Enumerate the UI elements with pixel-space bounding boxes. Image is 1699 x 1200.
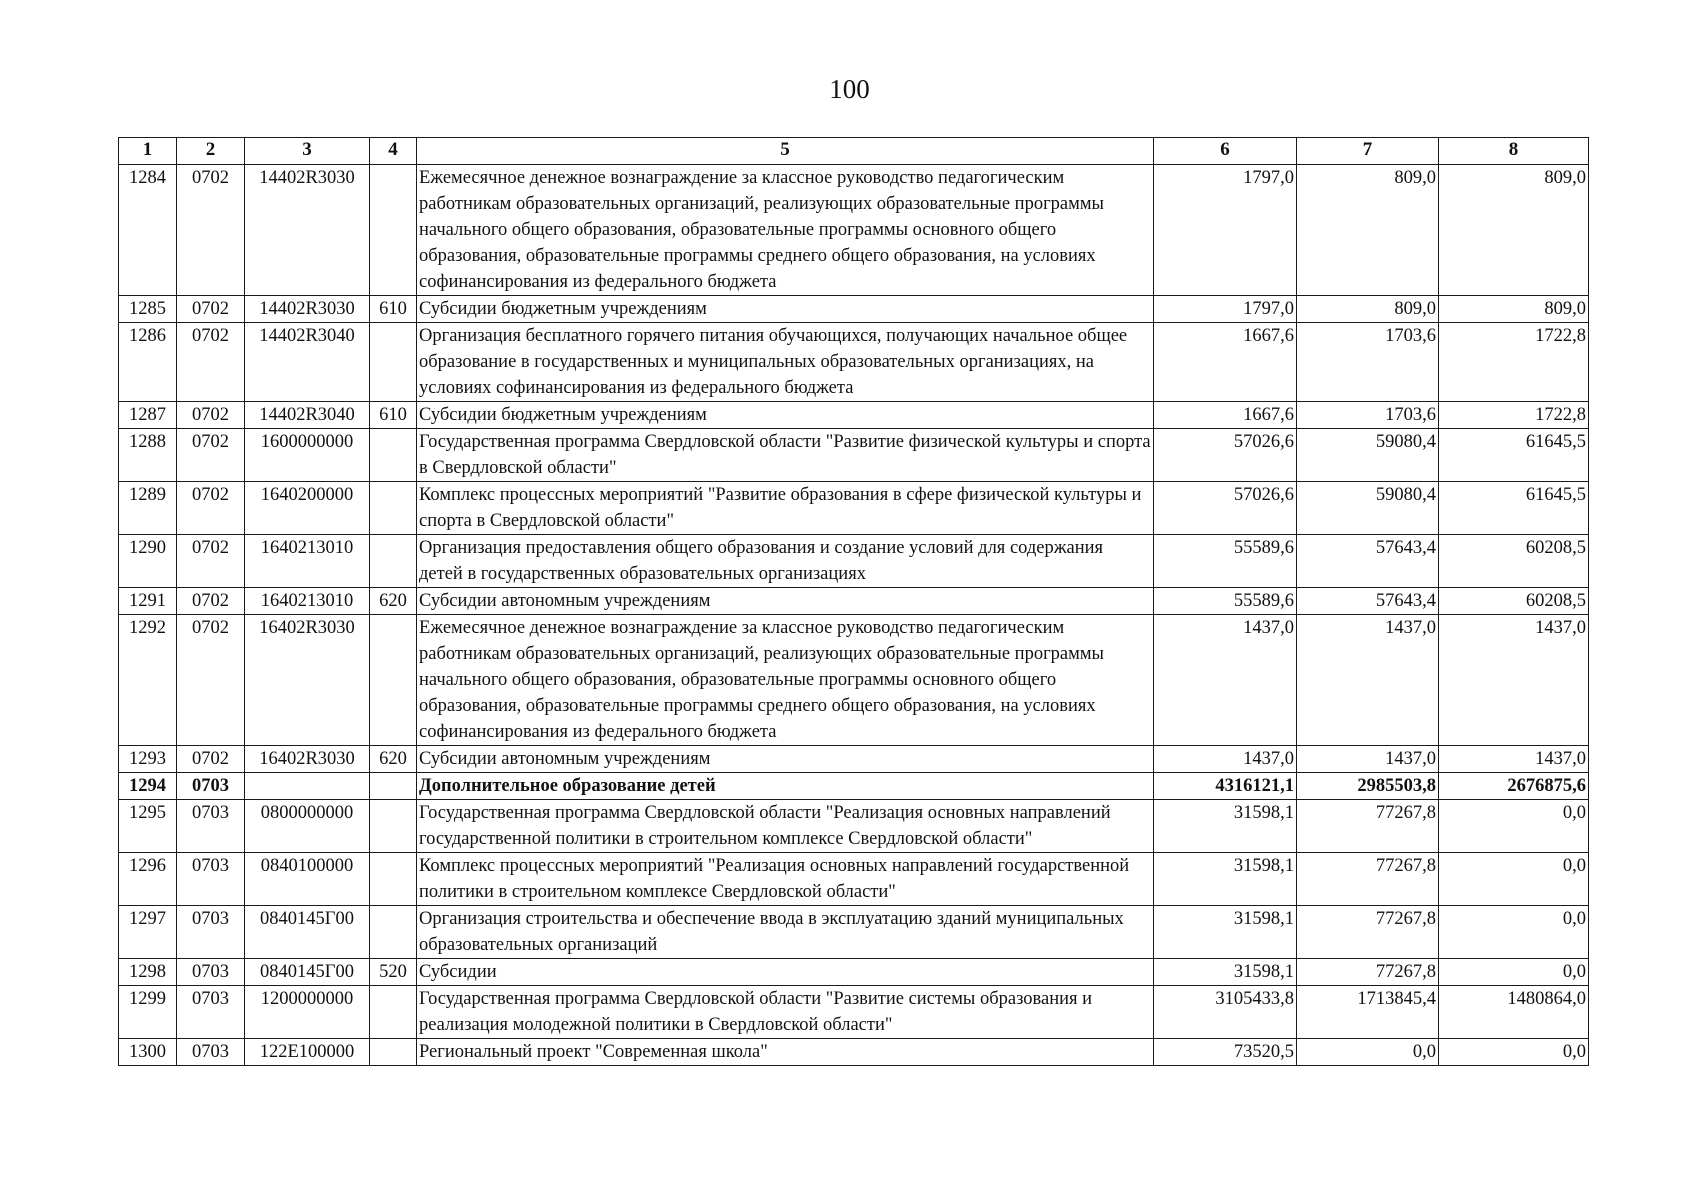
table-row [119,986,1589,1039]
section-code-cell: 0702 [177,323,245,402]
expense-type-cell [370,165,417,296]
amount-col8-cell: 809,0 [1439,165,1589,296]
target-article-cell: 122Е100000 [245,1039,370,1066]
section-code-cell: 0703 [177,853,245,906]
table-row [119,482,1589,535]
amount-col6-cell: 57026,6 [1154,482,1297,535]
item-name-cell: Субсидии автономным учреждениям [417,588,1154,615]
section-code-cell: 0703 [177,1039,245,1066]
section-code-cell: 0702 [177,482,245,535]
amount-col8-cell: 1722,8 [1439,323,1589,402]
table-row [119,853,1589,906]
target-article-cell: 16402R3030 [245,615,370,746]
amount-col6-cell: 57026,6 [1154,429,1297,482]
target-article-cell: 14402R3040 [245,323,370,402]
amount-col6-cell: 31598,1 [1154,800,1297,853]
item-name-cell: Комплекс процессных мероприятий "Развитие образования в сфере физической культуры и спорта в Свердловской области" [417,482,1154,535]
section-code-cell: 0703 [177,959,245,986]
expense-type-cell [370,482,417,535]
amount-col8-cell: 61645,5 [1439,429,1589,482]
table-row [119,746,1589,773]
budget-table [118,137,1589,1066]
amount-col6-cell: 4316121,1 [1154,773,1297,800]
table-row [119,535,1589,588]
row-number-cell: 1290 [119,535,177,588]
row-number-cell: 1294 [119,773,177,800]
amount-col7-cell: 0,0 [1297,1039,1439,1066]
target-article-cell: 1200000000 [245,986,370,1039]
row-number-cell: 1289 [119,482,177,535]
amount-col7-cell: 809,0 [1297,165,1439,296]
header-row [119,138,1589,165]
expense-type-cell [370,535,417,588]
item-name-cell: Региональный проект "Современная школа" [417,1039,1154,1066]
amount-col7-cell: 59080,4 [1297,429,1439,482]
expense-type-cell [370,853,417,906]
row-number-cell: 1297 [119,906,177,959]
amount-col8-cell: 60208,5 [1439,588,1589,615]
table-row [119,165,1589,296]
expense-type-cell: 620 [370,588,417,615]
target-article-cell: 0840145Г00 [245,959,370,986]
expense-type-cell: 520 [370,959,417,986]
target-article-cell [245,773,370,800]
header-col-8: 8 [1439,138,1589,165]
item-name-cell: Ежемесячное денежное вознаграждение за классное руководство педагогическим работникам образовательных организаций, реализующих образовательные программы начального общего образования, образовательные программы основного общего образования, образовательные программы среднего общего образования, на условиях софинансирования из федерального бюджета [417,165,1154,296]
amount-col6-cell: 1437,0 [1154,615,1297,746]
item-name-cell: Государственная программа Свердловской области "Развитие системы образования и реализация молодежной политики в Свердловской области" [417,986,1154,1039]
section-code-cell: 0702 [177,535,245,588]
section-code-cell: 0703 [177,773,245,800]
item-name-cell: Организация строительства и обеспечение ввода в эксплуатацию зданий муниципальных образовательных организаций [417,906,1154,959]
row-number-cell: 1293 [119,746,177,773]
header-col-5: 5 [417,138,1154,165]
amount-col7-cell: 77267,8 [1297,906,1439,959]
expense-type-cell: 610 [370,296,417,323]
target-article-cell: 0840145Г00 [245,906,370,959]
row-number-cell: 1295 [119,800,177,853]
table-row [119,1039,1589,1066]
amount-col7-cell: 2985503,8 [1297,773,1439,800]
section-code-cell: 0702 [177,588,245,615]
section-code-cell: 0703 [177,986,245,1039]
item-name-cell: Организация бесплатного горячего питания обучающихся, получающих начальное общее образование в государственных и муниципальных образовательных организациях, на условиях софинансирования из федерального бюджета [417,323,1154,402]
header-col-2: 2 [177,138,245,165]
target-article-cell: 0800000000 [245,800,370,853]
amount-col8-cell: 0,0 [1439,800,1589,853]
expense-type-cell [370,773,417,800]
expense-type-cell: 610 [370,402,417,429]
amount-col7-cell: 77267,8 [1297,800,1439,853]
section-code-cell: 0702 [177,615,245,746]
header-col-4: 4 [370,138,417,165]
amount-col8-cell: 2676875,6 [1439,773,1589,800]
amount-col8-cell: 809,0 [1439,296,1589,323]
section-code-cell: 0702 [177,165,245,296]
target-article-cell: 1640213010 [245,535,370,588]
amount-col7-cell: 77267,8 [1297,853,1439,906]
section-code-cell: 0703 [177,906,245,959]
table-row [119,800,1589,853]
header-col-3: 3 [245,138,370,165]
row-number-cell: 1288 [119,429,177,482]
target-article-cell: 1640213010 [245,588,370,615]
table-row [119,323,1589,402]
row-number-cell: 1296 [119,853,177,906]
target-article-cell: 14402R3030 [245,165,370,296]
table-row [119,402,1589,429]
target-article-cell: 16402R3030 [245,746,370,773]
amount-col8-cell: 61645,5 [1439,482,1589,535]
amount-col7-cell: 1703,6 [1297,323,1439,402]
row-number-cell: 1292 [119,615,177,746]
amount-col8-cell: 60208,5 [1439,535,1589,588]
section-code-cell: 0702 [177,429,245,482]
target-article-cell: 0840100000 [245,853,370,906]
amount-col7-cell: 77267,8 [1297,959,1439,986]
amount-col8-cell: 1437,0 [1439,615,1589,746]
amount-col8-cell: 1480864,0 [1439,986,1589,1039]
amount-col7-cell: 59080,4 [1297,482,1439,535]
amount-col6-cell: 55589,6 [1154,535,1297,588]
amount-col8-cell: 0,0 [1439,1039,1589,1066]
row-number-cell: 1287 [119,402,177,429]
expense-type-cell [370,906,417,959]
header-col-6: 6 [1154,138,1297,165]
expense-type-cell [370,429,417,482]
table-row [119,773,1589,800]
item-name-cell: Дополнительное образование детей [417,773,1154,800]
table-row [119,615,1589,746]
row-number-cell: 1284 [119,165,177,296]
item-name-cell: Субсидии автономным учреждениям [417,746,1154,773]
amount-col8-cell: 0,0 [1439,906,1589,959]
row-number-cell: 1285 [119,296,177,323]
table-row [119,588,1589,615]
amount-col7-cell: 57643,4 [1297,535,1439,588]
amount-col6-cell: 3105433,8 [1154,986,1297,1039]
amount-col8-cell: 0,0 [1439,853,1589,906]
item-name-cell: Организация предоставления общего образования и создание условий для содержания детей в государственных образовательных организациях [417,535,1154,588]
section-code-cell: 0702 [177,746,245,773]
amount-col6-cell: 1667,6 [1154,402,1297,429]
amount-col6-cell: 1797,0 [1154,165,1297,296]
table-body [119,165,1589,1066]
table-row [119,296,1589,323]
table-row [119,959,1589,986]
item-name-cell: Субсидии [417,959,1154,986]
expense-type-cell [370,323,417,402]
target-article-cell: 14402R3040 [245,402,370,429]
row-number-cell: 1298 [119,959,177,986]
row-number-cell: 1299 [119,986,177,1039]
expense-type-cell [370,800,417,853]
section-code-cell: 0703 [177,800,245,853]
item-name-cell: Комплекс процессных мероприятий "Реализация основных направлений государственной политики в строительном комплексе Свердловской области" [417,853,1154,906]
row-number-cell: 1291 [119,588,177,615]
item-name-cell: Ежемесячное денежное вознаграждение за классное руководство педагогическим работникам образовательных организаций, реализующих образовательные программы начального общего образования, образовательные программы основного общего образования, образовательные программы среднего общего образования, на условиях софинансирования из федерального бюджета [417,615,1154,746]
row-number-cell: 1300 [119,1039,177,1066]
table-row [119,429,1589,482]
page-number: 100 [829,74,870,104]
amount-col6-cell: 1437,0 [1154,746,1297,773]
amount-col7-cell: 57643,4 [1297,588,1439,615]
item-name-cell: Субсидии бюджетным учреждениям [417,296,1154,323]
expense-type-cell [370,986,417,1039]
amount-col7-cell: 1437,0 [1297,746,1439,773]
item-name-cell: Государственная программа Свердловской области "Развитие физической культуры и спорта в Свердловской области" [417,429,1154,482]
amount-col7-cell: 1703,6 [1297,402,1439,429]
amount-col6-cell: 1797,0 [1154,296,1297,323]
amount-col7-cell: 1713845,4 [1297,986,1439,1039]
target-article-cell: 1600000000 [245,429,370,482]
amount-col6-cell: 73520,5 [1154,1039,1297,1066]
amount-col6-cell: 31598,1 [1154,906,1297,959]
header-col-1: 1 [119,138,177,165]
expense-type-cell [370,615,417,746]
amount-col6-cell: 1667,6 [1154,323,1297,402]
expense-type-cell [370,1039,417,1066]
amount-col8-cell: 0,0 [1439,959,1589,986]
section-code-cell: 0702 [177,296,245,323]
row-number-cell: 1286 [119,323,177,402]
target-article-cell: 14402R3030 [245,296,370,323]
table-row [119,906,1589,959]
amount-col6-cell: 31598,1 [1154,853,1297,906]
amount-col6-cell: 31598,1 [1154,959,1297,986]
section-code-cell: 0702 [177,402,245,429]
item-name-cell: Субсидии бюджетным учреждениям [417,402,1154,429]
amount-col6-cell: 55589,6 [1154,588,1297,615]
expense-type-cell: 620 [370,746,417,773]
target-article-cell: 1640200000 [245,482,370,535]
amount-col7-cell: 1437,0 [1297,615,1439,746]
header-col-7: 7 [1297,138,1439,165]
amount-col8-cell: 1722,8 [1439,402,1589,429]
item-name-cell: Государственная программа Свердловской области "Реализация основных направлений государственной политики в строительном комплексе Свердловской области" [417,800,1154,853]
amount-col8-cell: 1437,0 [1439,746,1589,773]
amount-col7-cell: 809,0 [1297,296,1439,323]
